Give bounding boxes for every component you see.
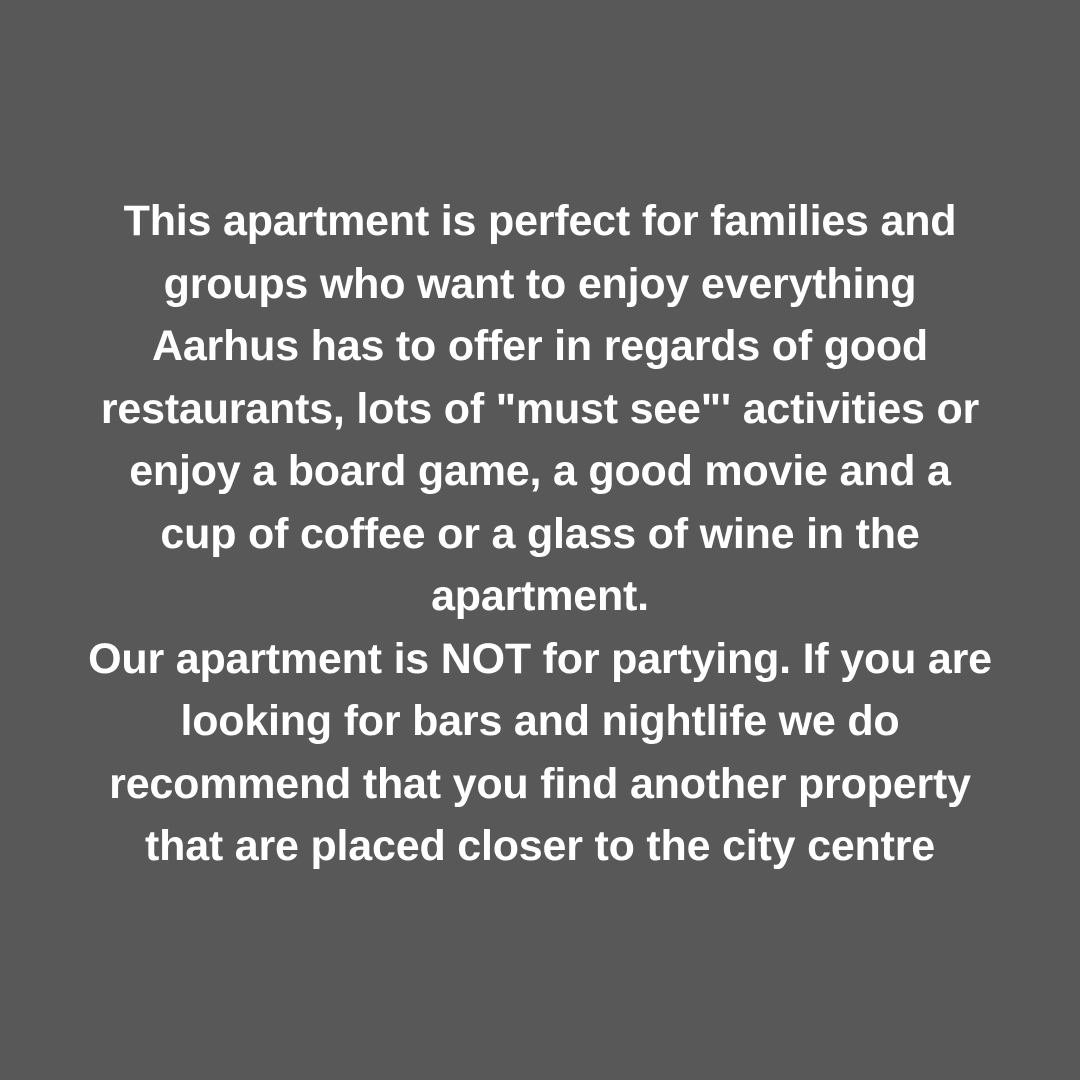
paragraph-description: This apartment is perfect for families and groups who want to enjoy everything Aarhus has to offer in regards of good restaurants, lots of "must see"' activities or enjoy a board game, a good movie and a cup of coffee or a glass of wine in the apartment.	[100, 197, 991, 620]
paragraph-house-rules: Our apartment is NOT for partying. If you are looking for bars and nightlife we do recommend that you find another property that are placed closer to the city centre	[88, 634, 1004, 870]
